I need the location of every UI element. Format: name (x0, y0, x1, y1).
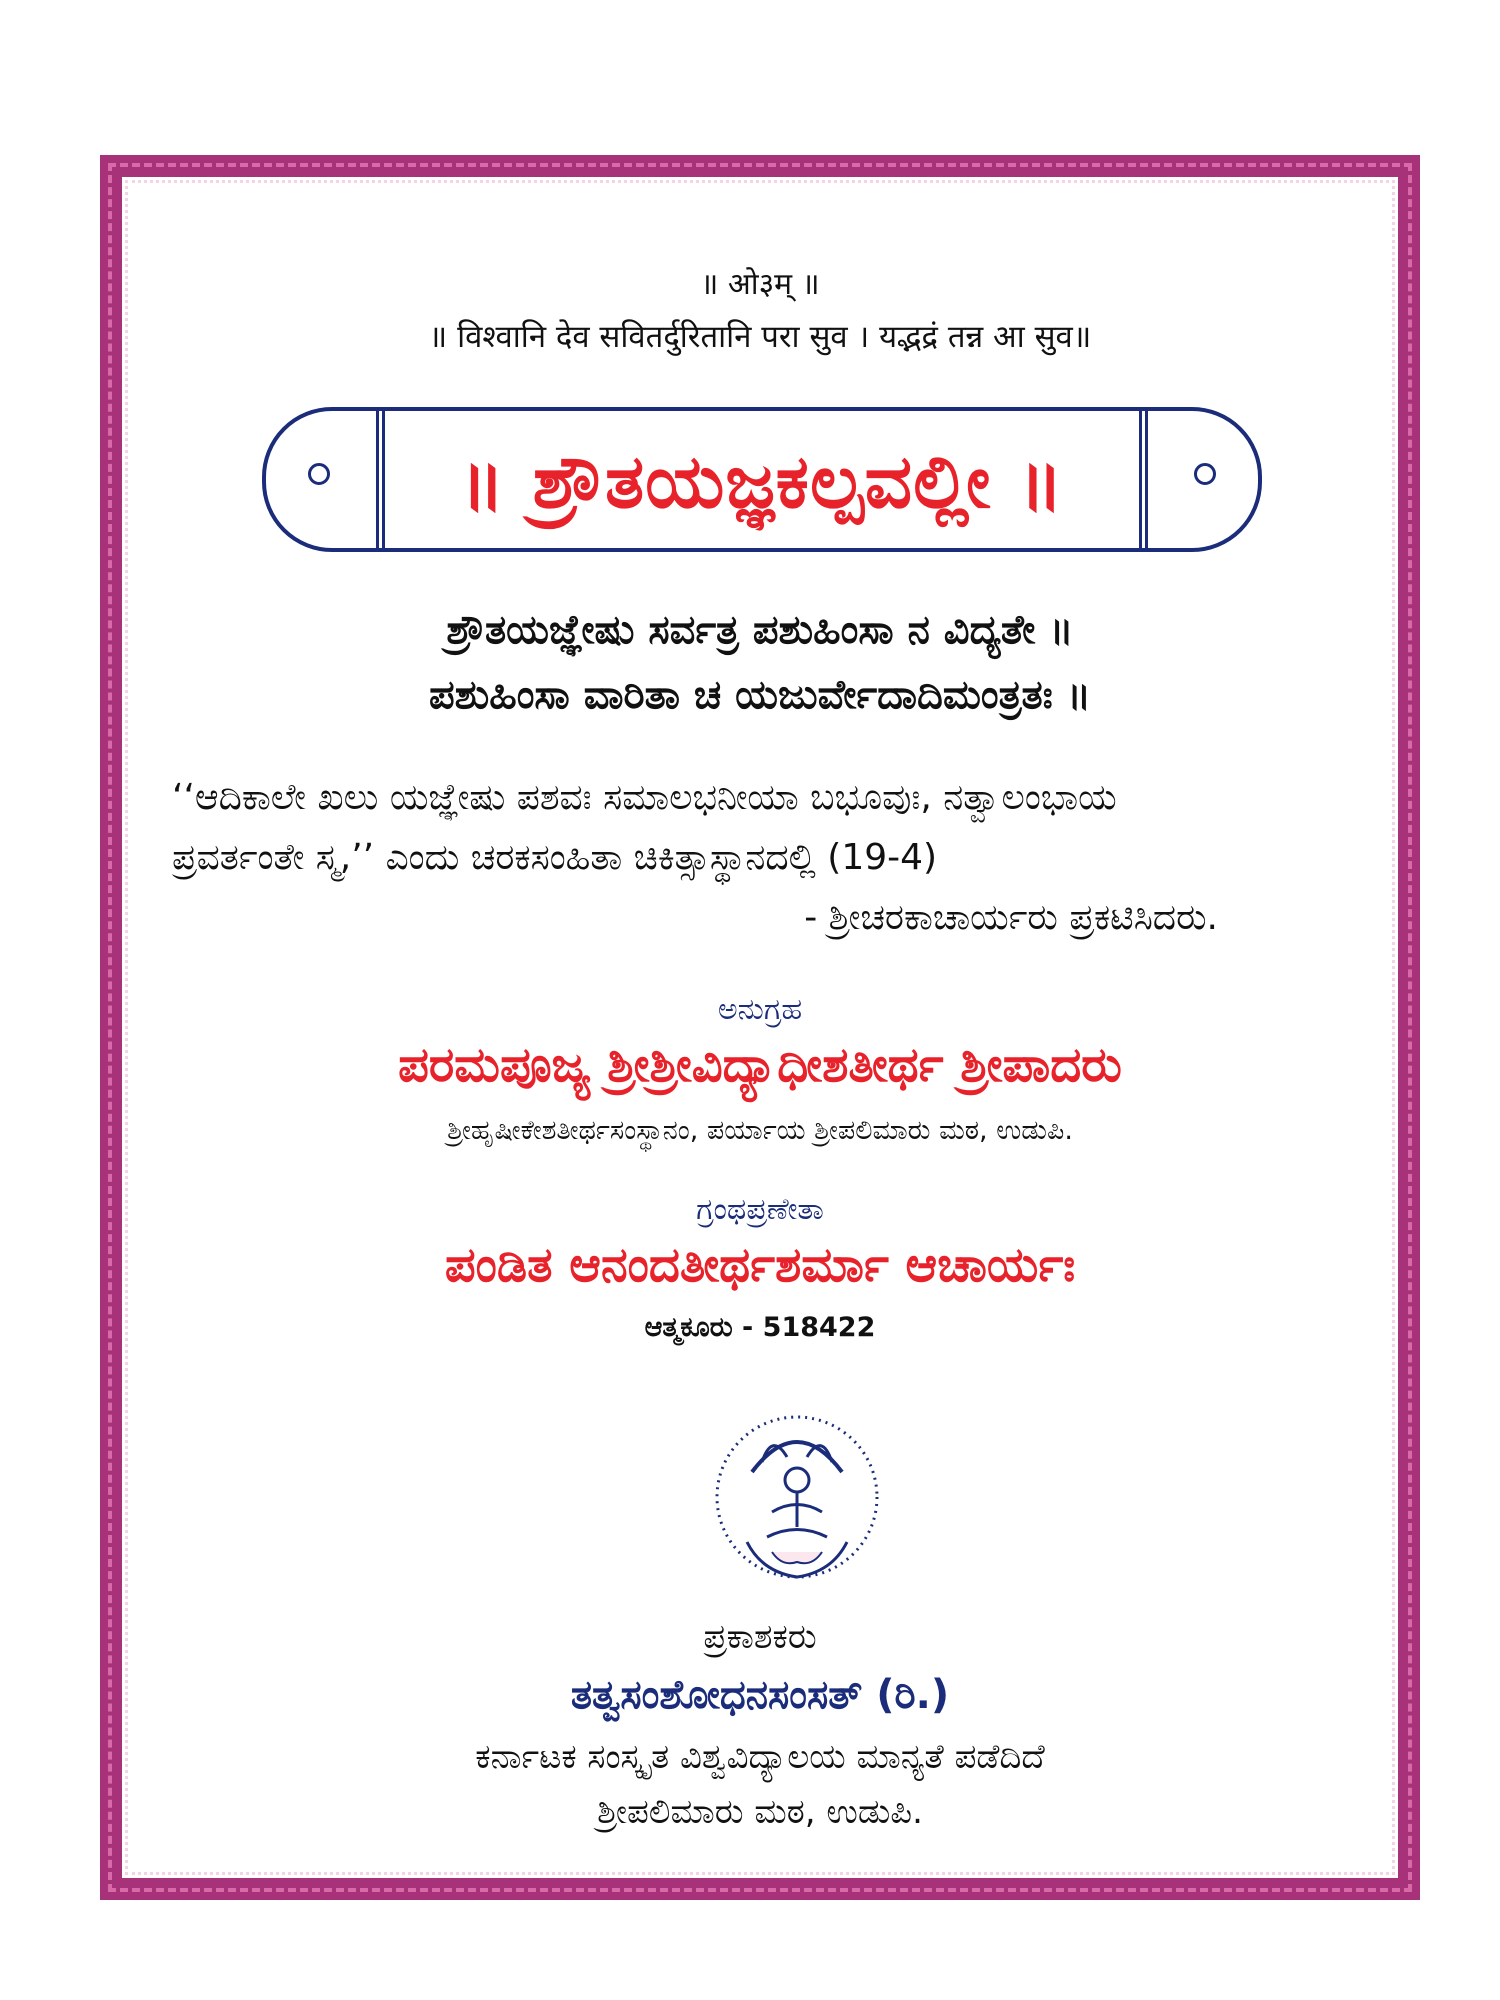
om-heading: ॥ ओ३म् ॥ (700, 267, 820, 302)
seated-sage-emblem-icon (712, 1402, 882, 1592)
book-title: ॥ ಶ್ರೌತಯಜ್ಞಕಲ್ಪವಲ್ಲೀ ॥ (459, 439, 1065, 525)
publisher-address: ಶ್ರೀಪಲಿಮಾರು ಮಠ, ಉಡುಪಿ. (597, 1792, 923, 1832)
title-banner (262, 407, 1262, 552)
blessing-label: ಅನುಗ್ರಹ (717, 992, 803, 1027)
shloka-line-2: ಪಶುಹಿಂಸಾ ವಾರಿತಾ ಚ ಯಜುರ್ವೇದಾದಿಮಂತ್ರತಃ ॥ (428, 672, 1092, 718)
publisher-label: ಪ್ರಕಾಶಕರು (703, 1617, 817, 1657)
author-place: ಆತ್ಮಕೂರು - 518422 (644, 1312, 876, 1343)
quote-attribution: - ಶ್ರೀಚರಕಾಚಾರ್ಯರು ಪ್ರಕಟಿಸಿದರು. (804, 897, 1218, 938)
author-label: ಗ್ರಂಥಪ್ರಣೇತಾ (696, 1192, 824, 1227)
publisher-recognition: ಕರ್ನಾಟಕ ಸಂಸ್ಕೃತ ವಿಶ್ವವಿದ್ಯಾಲಯ ಮಾನ್ಯತೆ ಪಡೆದಿದೆ (475, 1737, 1045, 1777)
author-name: ಪಂಡಿತ ಆನಂದತೀರ್ಥಶರ್ಮಾ ಆಚಾರ್ಯಃ (444, 1237, 1076, 1293)
publisher-name: ತತ್ವಸಂಶೋಧನಸಂಸತ್ (ರಿ.) (570, 1672, 950, 1718)
quote-line-1: ‘‘ಆದಿಕಾಲೇ ಖಲು ಯಜ್ಞೇಷು ಪಶವಃ ಸಮಾಲಭನೀಯಾ ಬಭೂವುಃ, ನತ್ವಾಲಂಭಾಯ (172, 777, 1117, 818)
page-content (122, 177, 1398, 1878)
shloka-line-1: ಶ್ರೌತಯಜ್ಞೇಷು ಸರ್ವತ್ರ ಪಶುಹಿಂಸಾ ನ ವಿದ್ಯತೇ ॥ (446, 607, 1074, 653)
decorative-border (100, 155, 1420, 1900)
mantra-line: ॥ विश्वानि देव सवितर्दुरितानि परा सुव । यद्भद्रं तन्न आ सुव॥ (428, 319, 1092, 355)
blessing-name: ಪರಮಪೂಜ್ಯ ಶ್ರೀಶ್ರೀವಿದ್ಯಾಧೀಶತೀರ್ಥ ಶ್ರೀಪಾದರು (398, 1037, 1122, 1093)
blessing-affiliation: ಶ್ರೀಹೃಷೀಕೇಶತೀರ್ಥಸಂಸ್ಥಾನಂ, ಪರ್ಯಾಯ ಶ್ರೀಪಲಿಮಾರು ಮಠ, ಉಡುಪಿ. (447, 1115, 1073, 1146)
quote-line-2: ಪ್ರವರ್ತಂತೇ ಸ್ಮ,’’ ಎಂದು ಚರಕಸಂಹಿತಾ ಚಿಕಿತ್ಸಾಸ್ಥಾನದಲ್ಲಿ (19-4) (172, 837, 938, 878)
